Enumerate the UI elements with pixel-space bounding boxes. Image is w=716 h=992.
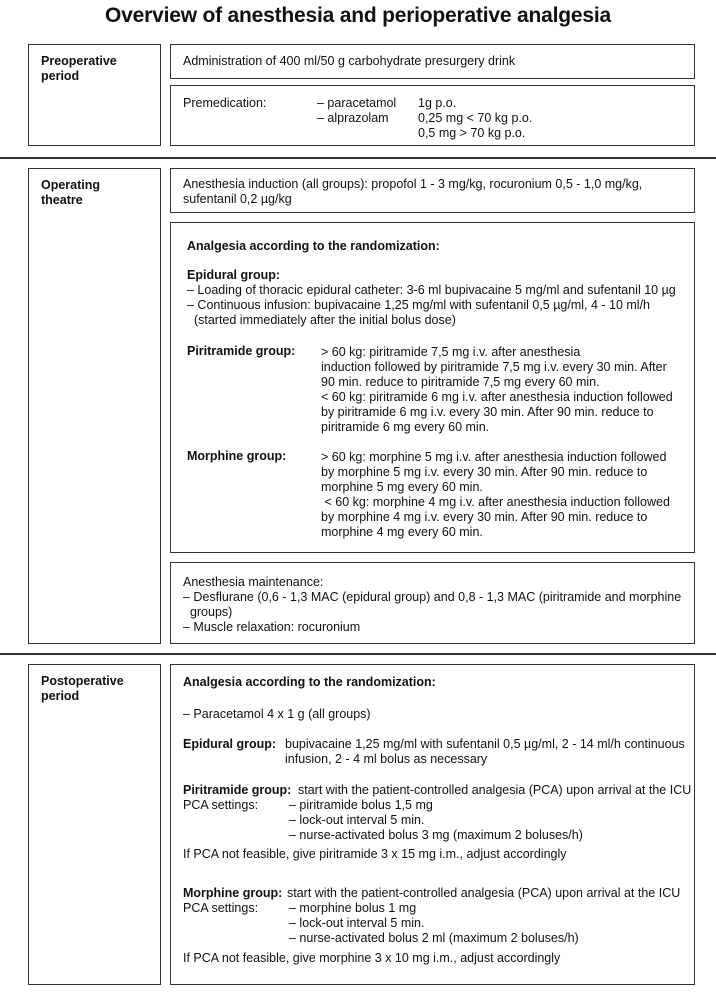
maintenance-line-4: – Muscle relaxation: rocuronium xyxy=(183,620,361,634)
postop-piritramide-fallback: If PCA not feasible, give piritramide 3 x 15 mg i.m., adjust accordingly xyxy=(183,847,567,861)
intraop-analgesia-heading: Analgesia according to the randomization: xyxy=(187,239,440,253)
postop-morphine-pca-label: PCA settings: xyxy=(183,901,259,915)
postop-morphine-pca-2: – lock-out interval 5 min. xyxy=(289,916,425,930)
postop-piritramide-pca-2: – lock-out interval 5 min. xyxy=(289,813,425,827)
preop-drink-text: Administration of 400 ml/50 g carbohydrate presurgery drink xyxy=(183,54,516,68)
epidural-line-2: – Continuous infusion: bupivacaine 1,25 mg/ml with sufentanil 0,5 µg/ml, 4 - 10 ml/h xyxy=(187,298,651,312)
epidural-heading: Epidural group: xyxy=(187,268,281,282)
maintenance-box xyxy=(170,562,695,644)
epidural-line-1: – Loading of thoracic epidural catheter: 3-6 ml bupivacaine 5 mg/ml and sufentanil 10 µg xyxy=(187,283,676,297)
induction-line-1: Anesthesia induction (all groups): propofol 1 - 3 mg/kg, rocuronium 0,5 - 1,0 mg/kg, xyxy=(183,177,643,191)
postop-morphine-pca-1: – morphine bolus 1 mg xyxy=(289,901,417,915)
morphine-line-3: morphine 5 mg every 60 min. xyxy=(321,480,483,494)
premed-drug-1: – paracetamol xyxy=(317,96,397,110)
intraop-analgesia-box xyxy=(170,222,695,553)
postop-label: Postoperative period xyxy=(41,674,124,703)
postop-morphine-heading: Morphine group: xyxy=(183,886,283,900)
piritramide-line-3: 90 min. reduce to piritramide 7,5 mg every 60 min. xyxy=(321,375,600,389)
maintenance-line-2: – Desflurane (0,6 - 1,3 MAC (epidural group) and 0,8 - 1,3 MAC (piritramide and morphine xyxy=(183,590,682,604)
morphine-line-4: < 60 kg: morphine 4 mg i.v. after anesthesia induction followed xyxy=(321,495,670,509)
postop-piritramide-pca-label: PCA settings: xyxy=(183,798,259,812)
piritramide-heading: Piritramide group: xyxy=(187,344,296,358)
theatre-label-box xyxy=(28,168,161,644)
premed-dose-2: 0,25 mg < 70 kg p.o. xyxy=(418,111,533,125)
premed-dose-1: 1g p.o. xyxy=(418,96,457,110)
morphine-line-5: by morphine 4 mg i.v. every 30 min. After 90 min. reduce to xyxy=(321,510,648,524)
piritramide-line-1: > 60 kg: piritramide 7,5 mg i.v. after anesthesia xyxy=(321,345,581,359)
maintenance-line-1: Anesthesia maintenance: xyxy=(183,575,324,589)
morphine-line-2: by morphine 5 mg i.v. every 30 min. After 90 min. reduce to xyxy=(321,465,648,479)
section-divider-1 xyxy=(0,157,716,159)
piritramide-line-4: < 60 kg: piritramide 6 mg i.v. after anesthesia induction followed xyxy=(321,390,673,404)
morphine-heading: Morphine group: xyxy=(187,449,287,463)
postop-morphine-text: start with the patient-controlled analgesia (PCA) upon arrival at the ICU xyxy=(287,886,681,900)
preop-label: Preoperative period xyxy=(41,54,117,83)
morphine-line-6: morphine 4 mg every 60 min. xyxy=(321,525,483,539)
maintenance-line-3: groups) xyxy=(183,605,233,619)
piritramide-line-2: induction followed by piritramide 7,5 mg i.v. every 30 min. After xyxy=(321,360,667,374)
piritramide-line-6: piritramide 6 mg every 60 min. xyxy=(321,420,490,434)
theatre-label: Operating theatre xyxy=(41,178,101,207)
postop-analgesia-box xyxy=(170,664,695,985)
postop-analgesia-heading: Analgesia according to the randomization: xyxy=(183,675,436,689)
postop-morphine-pca-3: – nurse-activated bolus 2 ml (maximum 2 boluses/h) xyxy=(289,931,579,945)
morphine-line-1: > 60 kg: morphine 5 mg i.v. after anesthesia induction followed xyxy=(321,450,667,464)
induction-box xyxy=(170,168,695,213)
postop-epidural-line-1: bupivacaine 1,25 mg/ml with sufentanil 0,5 µg/ml, 2 - 14 ml/h continuous xyxy=(285,737,685,751)
postop-piritramide-text: start with the patient-controlled analgesia (PCA) upon arrival at the ICU xyxy=(298,783,692,797)
section-divider-2 xyxy=(0,653,716,655)
preop-drink-box xyxy=(170,44,695,79)
premed-drug-2: – alprazolam xyxy=(317,111,389,125)
postop-epidural-line-2: infusion, 2 - 4 ml bolus as necessary xyxy=(285,752,488,766)
preop-label-box xyxy=(28,44,161,146)
epidural-line-3: (started immediately after the initial bolus dose) xyxy=(187,313,456,327)
premedication-box xyxy=(170,85,695,146)
piritramide-line-5: by piritramide 6 mg i.v. every 30 min. After 90 min. reduce to xyxy=(321,405,654,419)
page-title: Overview of anesthesia and perioperative analgesia xyxy=(105,4,611,27)
postop-label-box xyxy=(28,664,161,985)
postop-morphine-fallback: If PCA not feasible, give morphine 3 x 10 mg i.m., adjust accordingly xyxy=(183,951,561,965)
postop-epidural-heading: Epidural group: xyxy=(183,737,277,751)
premedication-label: Premedication: xyxy=(183,96,267,110)
premed-dose-3: 0,5 mg > 70 kg p.o. xyxy=(418,126,526,140)
postop-piritramide-heading: Piritramide group: xyxy=(183,783,292,797)
postop-paracetamol: – Paracetamol 4 x 1 g (all groups) xyxy=(183,707,371,721)
induction-line-2: sufentanil 0,2 µg/kg xyxy=(183,192,292,206)
postop-piritramide-pca-1: – piritramide bolus 1,5 mg xyxy=(289,798,433,812)
postop-piritramide-pca-3: – nurse-activated bolus 3 mg (maximum 2 boluses/h) xyxy=(289,828,583,842)
